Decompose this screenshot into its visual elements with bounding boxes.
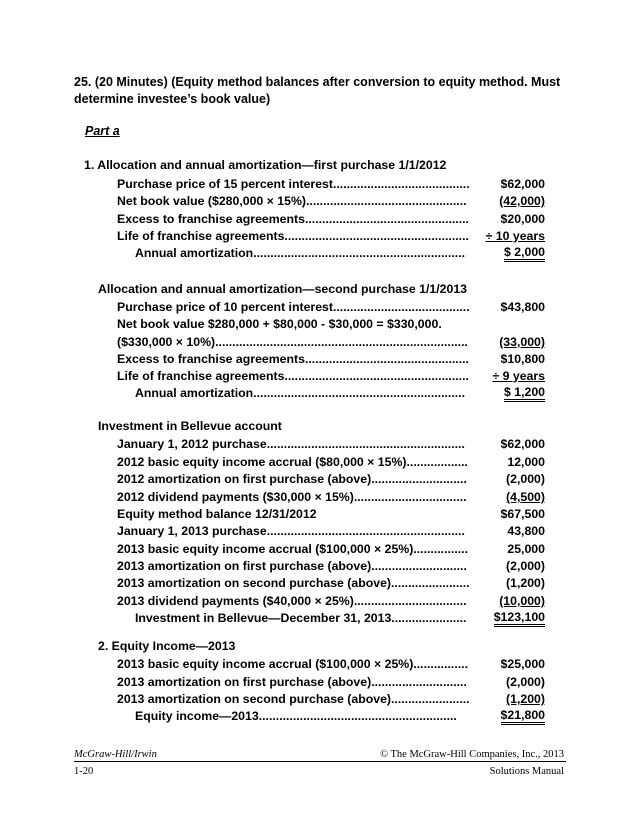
solution-line [0,245,638,262]
line-value: (2,000) [506,559,545,573]
solution-line [0,691,638,708]
line-label: 2. Equity Income—2013 [98,639,236,653]
solution-line [0,176,638,193]
line-value: (2,000) [506,472,545,486]
solution-line [0,558,638,575]
line-label: 2012 basic equity income accrual ($80,000 × 15%).................. [117,455,468,469]
footer-publisher: McGraw-Hill/Irwin [74,749,157,760]
line-value: 43,800 [507,524,545,538]
solution-line [0,418,638,435]
line-value: $ 2,000 [504,245,545,262]
line-label: 2013 amortization on second purchase (above)....................... [117,576,470,590]
line-value: $62,000 [500,437,545,451]
solution-line [0,368,638,385]
line-value: $10,800 [500,352,545,366]
line-label: Annual amortization.............................................................. [135,246,466,260]
line-value: $67,500 [500,507,545,521]
solution-line [0,593,638,610]
line-label: Purchase price of 10 percent interest........................................ [117,300,470,314]
problem-heading [74,74,574,108]
solution-line [0,351,638,368]
line-label: Excess to franchise agreements................................................ [117,352,469,366]
heading-line-2: determine investee’s book value) [74,92,271,106]
line-label: Equity income—2013.......................................................... [135,709,457,723]
line-label: ($330,000 × 10%).......................................................................... [117,335,468,349]
line-label: 2012 dividend payments ($30,000 × 15%)................................. [117,490,467,504]
line-label: Excess to franchise agreements................................................ [117,212,469,226]
solution-line [0,708,638,725]
solution-line [0,541,638,558]
solution-line [0,523,638,540]
line-label: Investment in Bellevue—December 31, 2013...................... [135,611,467,625]
line-label: Purchase price of 15 percent interest........................................ [117,177,470,191]
solution-line [0,471,638,488]
solution-line [0,299,638,316]
line-label: 1. Allocation and annual amortization—first purchase 1/1/2012 [84,158,447,172]
line-label: Net book value $280,000 + $80,000 - $30,000 = $330,000. [117,317,442,331]
line-value: 12,000 [507,455,545,469]
line-value: (1,200) [506,692,545,706]
line-label: Life of franchise agreements...................................................... [117,369,469,383]
footer-divider [74,761,566,762]
line-value: ÷ 10 years [485,229,545,243]
solution-line [0,575,638,592]
solution-line [0,157,638,174]
solution-line [0,489,638,506]
solution-line [0,506,638,523]
heading-line-1: 25. (20 Minutes) (Equity method balances after conversion to equity method. Must [74,75,561,89]
line-value: $25,000 [500,657,545,671]
line-label: 2013 amortization on second purchase (above)....................... [117,692,470,706]
line-label: 2013 amortization on first purchase (above)............................ [117,559,467,573]
line-value: $123,100 [494,610,545,627]
solution-line [0,211,638,228]
solution-line [0,638,638,655]
solution-line [0,281,638,298]
line-value: (1,200) [506,576,545,590]
line-label: 2013 dividend payments ($40,000 × 25%)................................. [117,594,467,608]
line-label: 2013 amortization on first purchase (above)............................ [117,675,467,689]
line-label: Life of franchise agreements...................................................... [117,229,469,243]
line-value: ÷ 9 years [492,369,545,383]
line-value: $21,800 [501,708,545,725]
line-value: (4,500) [506,490,545,504]
line-label: Annual amortization.............................................................. [135,386,466,400]
footer-copyright: © The McGraw-Hill Companies, Inc., 2013 [380,749,564,760]
line-value: (2,000) [506,675,545,689]
footer-manual-title: Solutions Manual [489,766,564,777]
solution-line [0,385,638,402]
solution-line [0,674,638,691]
part-label: Part a [85,124,120,138]
line-label: Investment in Bellevue account [98,419,282,433]
solution-line [0,193,638,210]
solution-line [0,436,638,453]
line-label: Equity method balance 12/31/2012 [117,507,317,521]
solution-line [0,656,638,673]
line-value: (33,000) [499,335,545,349]
line-label: 2012 amortization on first purchase (above)............................ [117,472,467,486]
line-label: January 1, 2012 purchase.......................................................... [117,437,465,451]
line-value: $43,800 [500,300,545,314]
line-value: 25,000 [507,542,545,556]
solution-line [0,454,638,471]
line-value: $ 1,200 [504,385,545,402]
footer-page-number: 1-20 [74,766,94,777]
solution-line [0,610,638,627]
line-value: (10,000) [499,594,545,608]
line-label: 2013 basic equity income accrual ($100,000 × 25%)................ [117,657,468,671]
line-label: Allocation and annual amortization—second purchase 1/1/2013 [98,282,468,296]
line-value: $20,000 [500,212,545,226]
solution-line [0,316,638,333]
line-label: Net book value ($280,000 × 15%)............................................... [117,194,467,208]
line-value: (42,000) [499,194,545,208]
solution-line [0,228,638,245]
line-label: 2013 basic equity income accrual ($100,000 × 25%)................ [117,542,468,556]
line-value: $62,000 [500,177,545,191]
line-label: January 1, 2013 purchase.......................................................... [117,524,465,538]
solution-line [0,334,638,351]
